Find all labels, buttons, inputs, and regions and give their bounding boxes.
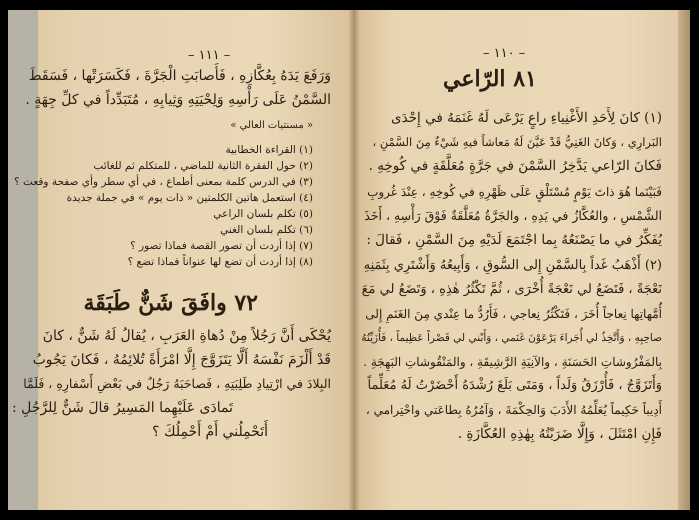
text-line: فَكانَ الرّاعي يَدَّخِرُ السَّمْنَ في جَرَّةٍ مُعَلَّقَةٍ في كُوخِهِ . bbox=[368, 158, 662, 174]
text-line: البِلادَ في ارْتِيادِ طَلِبَتِهِ ، فَصاحَبَهُ رَجُلٌ في بَعْضِ أَسْفارِهِ ، فَلَمَّا bbox=[23, 376, 331, 391]
text-line: وَرَفَعَ يَدَهُ بِعُكَّازِهِ ، فَأَصابَتِ الْجَرَّةَ ، فَكَسَرَتْها ، فَسَقَطَ bbox=[28, 68, 331, 84]
book-spread bbox=[8, 10, 690, 510]
book-spine bbox=[348, 10, 360, 510]
text-line: قَدْ أَلْزَمَ نَفْسَهُ أَلَّا يَتَزَوَّجَ إِلَّا امْرَأَةً تُلائِمُهُ ، فَكانَ يَجُوبُ bbox=[32, 352, 331, 368]
text-line: الشَّمْسِ ، والعُكَّازُ في يَدِهِ ، والجَرَّةُ مُعَلَّقَةٌ فَوْقَ رَأْسِهِ ، أَخَذَ bbox=[364, 208, 662, 223]
text-line: تَمادَى عَلَيْهِما المَسِيرُ قالَ شَنٌّ لِلرَّجُلِ : bbox=[12, 400, 233, 416]
text-line: (٢) أَذْهَبُ غَداً بِالسَّمْنِ إِلى السُّوقِ ، وَأَبِيعُهُ وَأَشْتَرِي بِثَمَنِهِ bbox=[363, 258, 662, 273]
exercise-item: (٢) حول الفقرة الثانية للماضي ، للمتكلم ثم للغائب bbox=[93, 160, 313, 172]
page-edge bbox=[678, 10, 690, 510]
text-line: فَإِنِ امْتَثَلَ ، وَإِلَّا ضَرَبْتُهُ بِهٰذِهِ العُكَّازَةِ . bbox=[457, 426, 662, 442]
text-line: البَرارِي ، وَكانَ الغَنِيُّ قَدْ عَيَّنَ لَهُ مَعاشاً فيهِ شَيْءٌ مِنَ السَّمْنِ ، bbox=[372, 135, 662, 149]
text-line: أَتَحْمِلُني أَمْ أَحْمِلُكَ ؟ bbox=[152, 424, 268, 440]
exercise-item: (٦) تكلم بلسان الغني bbox=[220, 224, 313, 236]
exercise-item: (٥) تكلم بلسان الراعي bbox=[213, 208, 313, 220]
story-heading: ٨١ الرّاعي bbox=[443, 66, 537, 92]
text-line: يُفَكِّرُ في ما يَصْنَعُهُ بِما اجْتَمَعَ لَدَيْهِ مِنَ السَّمْنِ ، فَقالَ : bbox=[366, 232, 662, 248]
exercise-item: (١) القراءة الخطابية bbox=[225, 144, 313, 156]
exercise-item: (٤) استعمل هاتين الكلمتين « ذات يوم » في جملة جديدة bbox=[66, 192, 313, 204]
exercises-title: « مسنتيات العالي » bbox=[230, 120, 313, 131]
text-line: أَدِيباً حَكِيماً يُعَلِّمُهُ الأَدَبَ وَالحِكْمَةَ ، وَآمُرُهُ بِطاعَتي واحْتِرامي ، bbox=[365, 403, 662, 417]
text-line: نَعْجَةً ، فَتَضَعُ لي نَعْجَةً أُخْرَى ، ثُمَّ تَكْثُرُ هٰذِهِ ، وَتَضَعُ لي مَعَ bbox=[361, 282, 662, 297]
exercise-item: (٨) إذا أردت أن تضع لها عنواناً فماذا تضع ؟ bbox=[127, 256, 313, 268]
text-line: صاحِبِهِ ، وَأَتَّخِذُ لي أُجَراءَ يَرْعَوْنَ غَنَمي ، وَأَبْني لي قَصْراً عَظِيماً ، فَأُزَيِّنُهُ bbox=[361, 332, 662, 344]
text-line: أُمَّهاتِها نِعاجاً أُخَرَ ، فَتَكْثُرُ نِعاجي ، فَأَرُدُّ ما عِنْدي مِنَ الغَنَمِ إِلى bbox=[365, 307, 662, 321]
page-number: – ١١١ – bbox=[188, 48, 231, 63]
text-line: السَّمْنُ عَلَى رَأْسِهِ وَلِحْيَتِهِ وَثِيابِهِ ، مُتَبَدِّداً في كلِّ جِهَةٍ . bbox=[25, 92, 331, 108]
text-line: (١) كانَ لِأَحَدِ الأَغْنِياءِ راعٍ يَرْعَى لَهُ غَنَمَهُ في إِحْدَى bbox=[391, 110, 662, 126]
text-line: بِالمَفْرُوشاتِ الحَسَنَةِ ، والآنِيَةِ الرَّشِيقَةِ ، والمَنْقُوشاتِ البَهِجَةِ . bbox=[363, 355, 662, 369]
page-number: – ١١٠ – bbox=[483, 46, 526, 61]
story-heading: ٧٢ وافَقَ شَنٌّ طَبَقَة bbox=[83, 290, 258, 316]
exercise-item: (٣) في الدرس كلمة بمعنى أطماع ، في أي سطر وأي صفحة وقعت ؟ bbox=[14, 176, 313, 188]
text-line: فَبَيْنَما هُوَ ذاتَ يَوْمٍ مُسْتَلْقٍ عَلَى ظَهْرِهِ في كُوخِهِ ، عِنْدَ غُروبِ bbox=[367, 185, 662, 199]
text-line: يُحْكَى أَنَّ رَجُلاً مِنْ دُهاةِ العَرَبِ ، يُقالُ لَهُ شَنٌّ ، كانَ bbox=[42, 328, 331, 344]
text-line: وَأَتَزَوَّجُ ، فَأُرْزَقُ وَلَداً ، وَمَتَى بَلَغَ رُشْدَهُ أَحْضَرْتُ لَهُ مُعَلِّماً bbox=[367, 378, 662, 393]
right-page bbox=[353, 10, 690, 510]
left-page bbox=[8, 10, 353, 510]
exercise-item: (٧) إذا أردت أن تصور القصة فماذا تصور ؟ bbox=[130, 240, 313, 252]
